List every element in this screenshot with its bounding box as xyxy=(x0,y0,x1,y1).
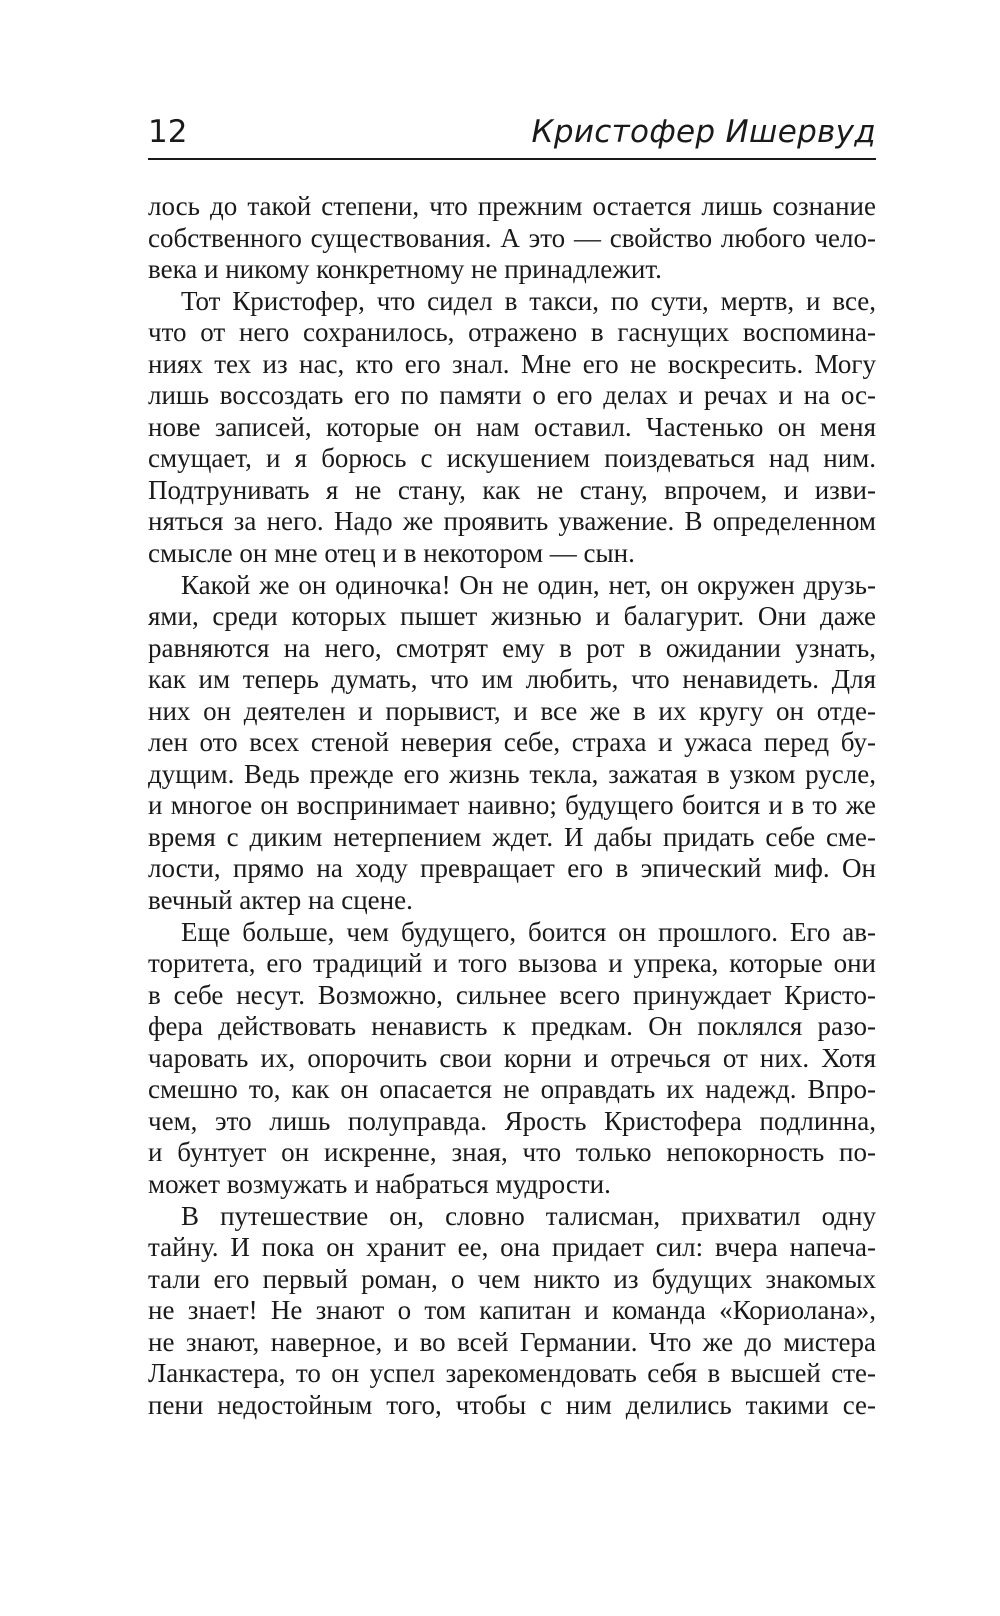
page-number: 12 xyxy=(148,114,188,150)
text-line: и бунтует он искренне, зная, что только непокорность по- xyxy=(148,1137,876,1168)
running-head xyxy=(148,112,876,160)
text-line: Какой же он одиночка! Он не один, нет, он окружен друзь- xyxy=(181,569,876,600)
text-line: и многое он воспринимает наивно; будущего боится и в то же xyxy=(148,790,876,821)
running-title: Кристофер Ишервуд xyxy=(531,114,876,150)
text-line: лен ото всех стеной неверия себе, страха и ужаса перед бу- xyxy=(148,727,876,758)
text-line: Ланкастера, то он успел зарекомендовать себя в высшей сте- xyxy=(148,1358,876,1389)
body-text xyxy=(148,191,876,1421)
text-line: равняются на него, смотрят ему в рот в ожидании узнать, xyxy=(148,632,876,663)
text-line: как им теперь думать, что им любить, что ненавидеть. Для xyxy=(148,664,876,695)
text-line: тайну. И пока он хранит ее, она придает сил: вчера напеча- xyxy=(148,1232,876,1263)
text-line: них он деятелен и порывист, и все же в их кругу он отде- xyxy=(148,695,876,726)
text-line: Тот Кристофер, что сидел в такси, по сути, мертв, и все, xyxy=(181,285,876,316)
text-line: лишь воссоздать его по памяти о его делах и речах и на ос- xyxy=(148,380,876,411)
text-line: Подтрунивать я не стану, как не стану, впрочем, и изви- xyxy=(148,474,876,505)
text-line: может возмужать и набраться мудрости. xyxy=(148,1168,611,1199)
paragraph-1 xyxy=(148,191,876,286)
text-line: вечный актер на сцене. xyxy=(148,885,413,916)
paragraph-5 xyxy=(148,1201,876,1422)
text-line: собственного существования. А это — свойство любого чело- xyxy=(148,222,876,253)
text-line: дущим. Ведь прежде его жизнь текла, зажатая в узком русле, xyxy=(148,758,876,789)
text-line: торитета, его традиций и того вызова и упрека, которые они xyxy=(148,948,876,979)
text-line: смешно то, как он опасается не оправдать их надежд. Впро- xyxy=(148,1074,876,1105)
paragraph-2 xyxy=(148,286,876,570)
text-line: не знают, наверное, и во всей Германии. Что же до мистера xyxy=(148,1326,876,1357)
text-line: чем, это лишь полуправда. Ярость Кристофера подлинна, xyxy=(148,1105,876,1136)
text-line: века и никому конкретному не принадлежит. xyxy=(148,254,662,285)
text-line: чаровать их, опорочить свои корни и отречься от них. Хотя xyxy=(148,1042,876,1073)
text-line: ниях тех из нас, кто его знал. Мне его не воскресить. Могу xyxy=(148,348,876,379)
text-line: няться за него. Надо же проявить уважение. В определенном xyxy=(148,506,876,537)
paragraph-3 xyxy=(148,570,876,917)
text-line: в себе несут. Возможно, сильнее всего принуждает Кристо- xyxy=(148,979,876,1010)
text-line: Еще больше, чем будущего, боится он прошлого. Его ав- xyxy=(181,916,876,947)
text-line: не знает! Не знают о том капитан и команда «Кориолана», xyxy=(148,1295,876,1326)
text-line: смысле он мне отец и в некотором — сын. xyxy=(148,538,635,569)
text-line: пени недостойным того, чтобы с ним делились такими се- xyxy=(148,1389,876,1420)
text-line: время с диким нетерпением ждет. И дабы придать себе сме- xyxy=(148,821,876,852)
text-line: смущает, и я борюсь с искушением поиздеваться над ним. xyxy=(148,443,876,474)
text-line: нове записей, которые он нам оставил. Частенько он меня xyxy=(148,411,876,442)
text-line: лости, прямо на ходу превращает его в эпический миф. Он xyxy=(148,853,876,884)
paragraph-4 xyxy=(148,917,876,1201)
text-line: ями, среди которых пышет жизнью и балагурит. Они даже xyxy=(148,601,876,632)
text-line: что от него сохранилось, отражено в гаснущих воспомина- xyxy=(148,317,876,348)
text-line: фера действовать ненависть к предкам. Он поклялся разо- xyxy=(148,1011,876,1042)
text-line: тали его первый роман, о чем никто из будущих знакомых xyxy=(148,1263,876,1294)
text-line: В путешествие он, словно талисман, прихватил одну xyxy=(181,1200,876,1231)
text-line: лось до такой степени, что прежним остается лишь сознание xyxy=(148,191,876,221)
